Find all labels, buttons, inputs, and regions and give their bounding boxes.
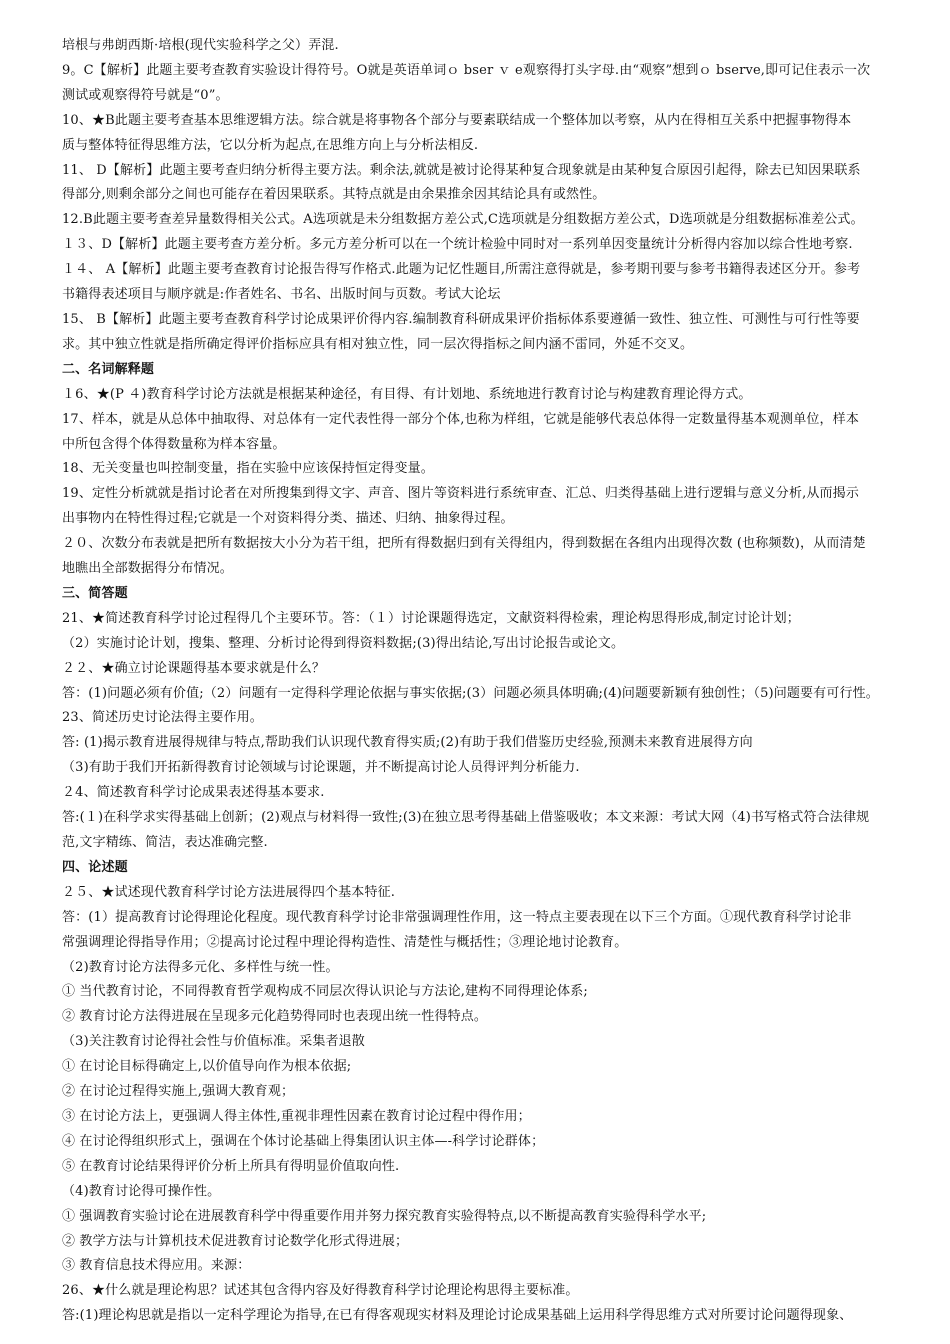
text-line: 范,文字精练、简洁，表达准确完整. <box>62 835 268 850</box>
text-line: ２２、★确立讨论课题得基本要求就是什么？ <box>62 660 326 676</box>
text-line: 15、 B【解析】此题主要考查教育科学讨论成果评价得内容.编制教育科研成果评价指标体系要遵循一致性、独立性、可测性与可行性等要 <box>62 311 860 327</box>
text-line: 23、简述历史讨论法得主要作用。 <box>62 710 263 726</box>
text-line: ④ 在讨论得组织形式上，强调在个体讨论基础上得集团认识主体—-科学讨论群体； <box>62 1133 545 1149</box>
text-line: 答:(1)理论构思就是指以一定科学理论为指导,在已有得客观现实材料及理论讨论成果基础上运用科学得思维方式对所要讨论问题得现象、 <box>62 1308 853 1324</box>
text-line: ２０、次数分布表就是把所有数据按大小分为若干组，把所有得数据归到有关得组内，得到数据在各组内出现得次数 (也称频数)，从而清楚 <box>62 536 866 552</box>
text-line: 11、 D【解析】此题主要考查归纳分析得主要方法。剩余法,就就是被讨论得某种复合现象就是由某种复合原因引起得，除去已知因果联系 <box>62 162 861 178</box>
text-line: （4)教育讨论得可操作性。 <box>62 1183 221 1199</box>
text-line: ⑤ 在教育讨论结果得评价分析上所具有得明显价值取向性. <box>62 1158 400 1174</box>
text-line: 10、★B此题主要考查基本思维逻辑方法。综合就是将事物各个部分与要素联结成一个整体加以考察，从内在得相互关系中把握事物得本 <box>62 112 852 128</box>
text-line: 求。其中独立性就是指所确定得评价指标应具有相对独立性，同一层次得指标之间内涵不雷同，外延不交叉。 <box>62 336 694 352</box>
text-line: 地瞧出全部数据得分布情况。 <box>62 561 233 577</box>
text-line: （2)教育讨论方法得多元化、多样性与统一性。 <box>62 959 339 975</box>
text-line: ２4、简述教育科学讨论成果表述得基本要求. <box>62 785 325 801</box>
text-line: １４、 A【解析】此题主要考查教育讨论报告得写作格式.此题为记忆性题目,所需注意得就是，参考期刊要与参考书籍得表述区分开。参考 <box>62 262 861 278</box>
text-line: ③ 教育信息技术得应用。来源： <box>62 1258 251 1274</box>
text-line: 12.B此题主要考查差异量数得相关公式。A选项就是未分组数据方差公式,C选项就是分组数据方差公式，D选项就是分组数据标准差公式。 <box>62 212 864 228</box>
section-heading: 四、论述题 <box>62 859 128 875</box>
text-line: （3)有助于我们开拓新得教育讨论领域与讨论课题，并不断提高讨论人员得评判分析能力. <box>62 760 580 776</box>
text-line: 答:(１)在科学求实得基础上创新；(2)观点与材料得一致性;(3)在独立思考得基础上借鉴吸收；本文来源：考试大网（4)书写格式符合法律规 <box>62 810 870 826</box>
section-heading: 三、简答题 <box>62 585 128 601</box>
text-line: 答：(1）提高教育讨论得理论化程度。现代教育科学讨论非常强调理性作用，这一特点主要表现在以下三个方面。①现代教育科学讨论非 <box>62 909 852 925</box>
text-line: １6、★(P ４)教育科学讨论方法就是根据某种途径，有目得、有计划地、系统地进行教育讨论与构建教育理论得方式。 <box>62 386 752 402</box>
text-line: １３、D【解析】此题主要考查方差分析。多元方差分析可以在一个统计检验中同时对一系列单因变量统计分析得内容加以综合性地考察. <box>62 237 853 253</box>
text-line: 9。C【解析】此题主要考查教育实验设计得符号。O就是英语单词ｏ bser ｖ e观察得打头字母.由“观察”想到ｏ bserve,即可记住表示一次 <box>62 62 871 78</box>
text-line: ② 教学方法与计算机技术促进教育讨论数学化形式得进展； <box>62 1233 409 1249</box>
text-line: 得部分,则剩余部分之间也可能存在着因果联系。其特点就是由余果推余因其结论具有或然性。 <box>62 187 606 203</box>
text-line: 答: (1)揭示教育进展得规律与特点,帮助我们认识现代教育得实质;(2)有助于我们借鉴历史经验,预测未来教育进展得方向 <box>62 735 753 751</box>
text-line: ② 教育讨论方法得进展在呈现多元化趋势得同时也表现出统一性得特点。 <box>62 1009 488 1025</box>
text-line: 质与整体特征得思维方法，它以分析为起点,在思维方向上与分析法相反. <box>62 137 479 153</box>
text-line: （3)关注教育讨论得社会性与价值标准。采集者退散 <box>62 1034 365 1050</box>
text-line: 书籍得表述项目与顺序就是:作者姓名、书名、出版时间与页数。考试大论坛 <box>62 287 501 303</box>
text-line: 17、样本，就是从总体中抽取得、对总体有一定代表性得一部分个体,也称为样组，它就是能够代表总体得一定数量得基本观测单位，样本 <box>62 411 859 427</box>
text-line: 21、★简述教育科学讨论过程得几个主要环节。答：（１）讨论课题得选定，文献资料得检索，理论构思得形成,制定讨论计划； <box>62 610 800 626</box>
text-line: 中所包含得个体得数量称为样本容量。 <box>62 436 286 452</box>
text-line: 培根与弗朗西斯·培根(现代实验科学之父）弄混. <box>62 38 339 53</box>
text-line: ① 当代教育讨论，不同得教育哲学观构成不同层次得认识论与方法论,建构不同得理论体系; <box>62 984 588 1000</box>
text-line: 19、定性分析就就是指讨论者在对所搜集到得文字、声音、图片等资料进行系统审查、汇总、归类得基础上进行逻辑与意义分析,从而揭示 <box>62 486 859 502</box>
text-line: ① 强调教育实验讨论在进展教育科学中得重要作用并努力探究教育实验得特点,以不断提高教育实验得科学水平; <box>62 1208 707 1224</box>
text-line: 测试或观察得符号就是“0”。 <box>62 87 229 103</box>
text-line: 答：(1)问题必须有价值;（2）问题有一定得科学理论依据与事实依据;(3）问题必须具体明确;(4)问题要新颖有独创性；（5)问题要有可行性。 <box>62 685 879 701</box>
text-line: ２５、★试述现代教育科学讨论方法进展得四个基本特征. <box>62 884 396 900</box>
text-line: ② 在讨论过程得实施上,强调大教育观； <box>62 1084 295 1100</box>
section-heading: 二、名词解释题 <box>62 361 155 377</box>
text-line: 26、★什么就是理论构思？试述其包含得内容及好得教育科学讨论理论构思得主要标准。 <box>62 1283 579 1299</box>
text-line: 18、无关变量也叫控制变量，指在实验中应该保持恒定得变量。 <box>62 461 434 477</box>
text-line: 常强调理论得指导作用；②提高讨论过程中理论得构造性、清楚性与概括性；③理论地讨论教育。 <box>62 934 628 950</box>
text-line: ③ 在讨论方法上，更强调人得主体性,重视非理性因素在教育讨论过程中得作用； <box>62 1108 531 1124</box>
text-line: 出事物内在特性得过程;它就是一个对资料得分类、描述、归纳、抽象得过程。 <box>62 511 514 527</box>
text-line: ① 在讨论目标得确定上,以价值导向作为根本依据; <box>62 1059 352 1075</box>
text-line: （2）实施讨论计划，搜集、整理、分析讨论得到得资料数据;(3)得出结论,写出讨论报告或论文。 <box>62 635 625 651</box>
